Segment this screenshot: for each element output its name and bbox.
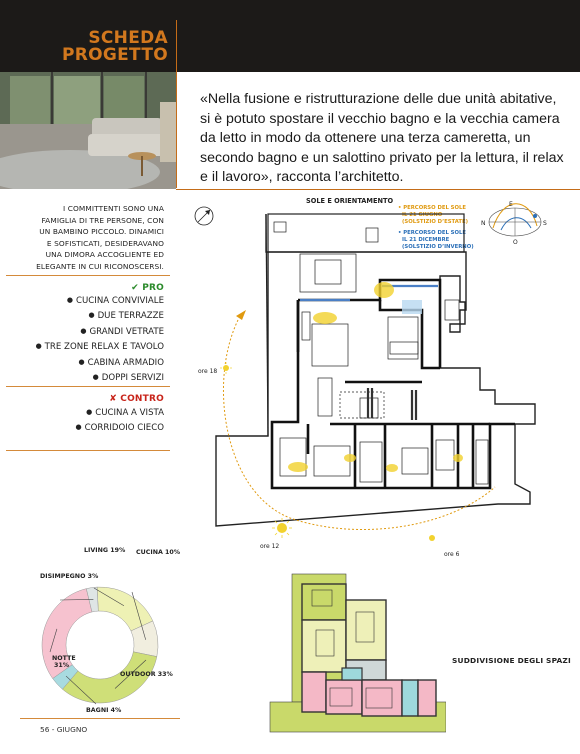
legend-winter-line3: (SOLSTIZIO D’INVERNO) bbox=[402, 244, 474, 250]
header-divider bbox=[176, 20, 177, 188]
donut-slice-living bbox=[97, 587, 153, 631]
space-subdivision-plan bbox=[266, 570, 446, 740]
sun-label-6: ore 6 bbox=[444, 551, 460, 558]
compass-o: O bbox=[513, 239, 518, 246]
section-title-line1: SCHEDA bbox=[88, 28, 168, 48]
north-arrow-icon bbox=[195, 207, 213, 225]
apartment-walls bbox=[272, 280, 515, 488]
contro-item: ● CUCINA A VISTA bbox=[76, 406, 165, 421]
donut-label-outdoor: OUTDOOR 33% bbox=[120, 671, 173, 678]
donut-label-bagni: BAGNI 4% bbox=[86, 707, 122, 714]
sun-icon-6 bbox=[429, 535, 435, 541]
compass-e: E bbox=[509, 201, 513, 208]
client-intro: I COMMITTENTI SONO UNA FAMIGLIA DI TRE PERSONE, CON UN BAMBINO PICCOLO. DINAMICI E SOFISTICATI, DESIDERAVANO UNA DIMORA ACCOGLIENTE ED ELEGANTE IN CUI RICONOSCERSI. bbox=[36, 204, 164, 271]
sun-icon-12 bbox=[272, 518, 292, 538]
footer-rule bbox=[20, 718, 180, 719]
architect-quote: «Nella fusione e ristrutturazione delle due unità abitative, si è potuto spostare il vecchio bagno e la vecchia camera da letto in modo da ottenere una terza cameretta, un secondo bagno e un salottino privato per la lettura, il relax e il lavoro», racconta l’architetto. bbox=[200, 91, 564, 186]
sun-icon-18 bbox=[220, 362, 232, 374]
legend-summer-line2: IL 21 GIUGNO bbox=[402, 212, 443, 218]
compass-s: S bbox=[543, 220, 547, 227]
legend-winter-line2: IL 21 DICEMBRE bbox=[402, 237, 450, 243]
space-share-donut-chart bbox=[20, 540, 180, 715]
page-folio: 56 - GIUGNO bbox=[40, 725, 88, 734]
compass-n: N bbox=[481, 220, 486, 227]
subdivision-label: SUDDIVISIONE DEGLI SPAZI bbox=[452, 656, 571, 665]
pro-item: ● GRANDI VETRATE bbox=[36, 325, 164, 340]
pro-item: ● CUCINA CONVIVIALE bbox=[36, 294, 164, 309]
section-title bbox=[20, 30, 168, 64]
legend-summer-line3: (SOLSTIZIO D’ESTATE) bbox=[402, 219, 469, 225]
pro-item: ● TRE ZONE RELAX E TAVOLO bbox=[36, 340, 164, 355]
sun-label-18: ore 18 bbox=[198, 368, 218, 375]
donut-label-cucina: CUCINA 10% bbox=[136, 549, 180, 556]
pro-item: ● DOPPI SERVIZI bbox=[36, 371, 164, 386]
legend-summer-line1: • PERCORSO DEL SOLE bbox=[398, 205, 466, 211]
quote-rule bbox=[176, 189, 580, 190]
plan-title: SOLE E ORIENTAMENTO bbox=[306, 197, 394, 205]
interior-photo bbox=[0, 72, 176, 189]
donut-label-disimpegno: DISIMPEGNO 3% bbox=[40, 573, 99, 580]
contro-item: ● CORRIDOIO CIECO bbox=[76, 421, 165, 436]
donut-label-notte: NOTTE 31% bbox=[52, 655, 76, 669]
floor-plan-sun-orientation bbox=[190, 192, 580, 567]
pro-heading: ✔ PRO bbox=[131, 283, 164, 293]
sun-path-compass-icon bbox=[481, 201, 547, 246]
legend-winter-line1: • PERCORSO DEL SOLE bbox=[398, 230, 466, 236]
contro-list bbox=[76, 406, 165, 437]
column-rule bbox=[6, 275, 170, 276]
contro-heading: ✘ CONTRO bbox=[109, 394, 164, 404]
terrace-outline bbox=[216, 214, 535, 526]
section-title-line2: PROGETTO bbox=[61, 45, 168, 65]
column-rule bbox=[6, 450, 170, 451]
pro-list bbox=[36, 294, 164, 386]
donut-label-living: LIVING 19% bbox=[84, 547, 126, 554]
sun-label-12: ore 12 bbox=[260, 543, 280, 550]
pro-item: ● DUE TERRAZZE bbox=[36, 309, 164, 324]
pro-item: ● CABINA ARMADIO bbox=[36, 356, 164, 371]
column-rule bbox=[6, 386, 170, 387]
